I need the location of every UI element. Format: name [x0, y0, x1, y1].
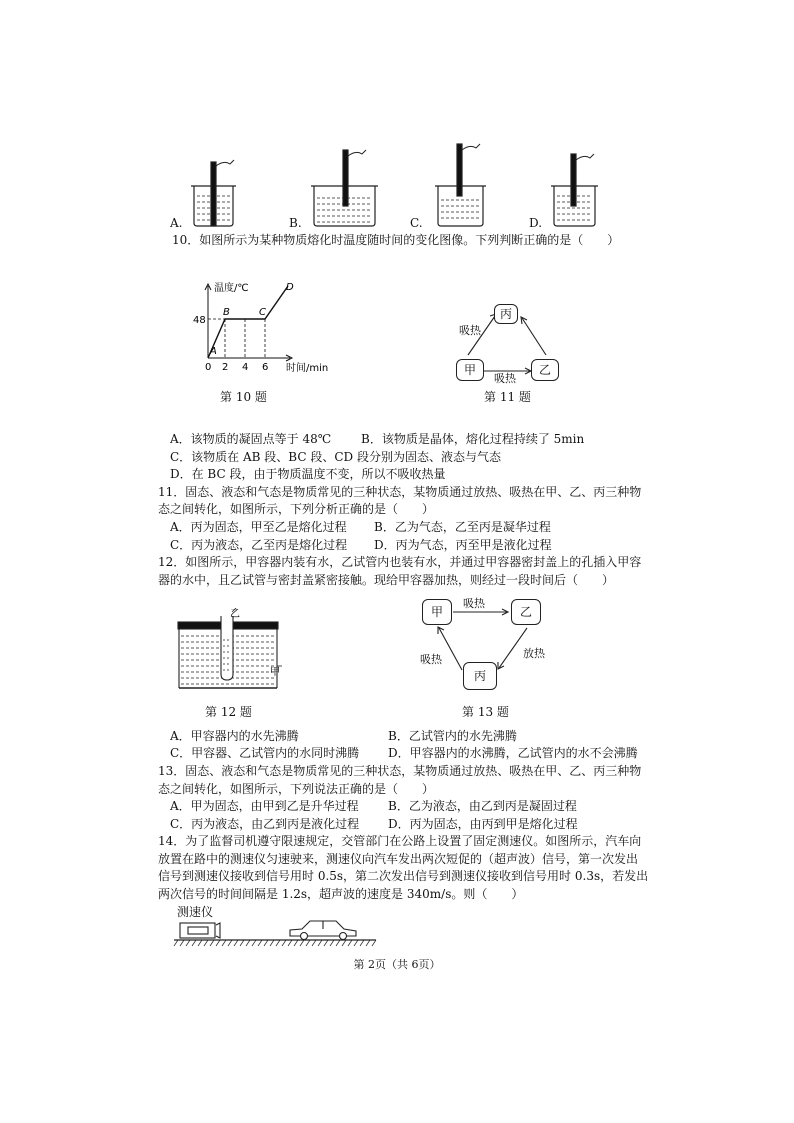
- q14-line3: 信号到测速仪接收到信号用时 0.5s，第二次发出信号到测速仪接收到信号用时 0.3s，若发出: [158, 869, 649, 883]
- speed-meter-device: [180, 923, 215, 938]
- q10-option-b: B．该物质是晶体，熔化过程持续了 5min: [361, 432, 585, 446]
- melting-curve: [208, 286, 288, 358]
- beaker-c: [435, 144, 486, 226]
- edge-label-right: 放热: [523, 647, 545, 660]
- q11-option-d: D．丙为气态，丙至甲是液化过程: [374, 538, 552, 552]
- edge-label-left: 吸热: [420, 653, 442, 666]
- q11-option-a: A．丙为固态，甲至乙是熔化过程: [170, 520, 347, 534]
- q12-option-c: C．甲容器、乙试管内的水同时沸腾: [170, 746, 360, 760]
- edge-label-bottom: 吸热: [494, 372, 516, 385]
- q14-line4: 两次信号的时间间隔是 1.2s，超声波的速度是 340m/s。则（ ）: [158, 887, 524, 901]
- edge-label-left: 吸热: [459, 324, 481, 337]
- beaker-b: [311, 150, 378, 226]
- beaker-a: [191, 160, 236, 226]
- q10-option-d: D．在 BC 段，由于物质温度不变，所以不吸收热量: [170, 467, 446, 481]
- q11-stem-line1: 11．固态、液态和气态是物质常见的三种状态，某物质通过放热、吸热在甲、乙、丙三种物: [158, 485, 642, 499]
- q12-option-a: A．甲容器内的水先沸腾: [170, 729, 299, 743]
- q14-road-figure: [170, 918, 380, 950]
- page-footer: 第 2页（共 6页）: [353, 958, 441, 971]
- x-tick-0: 0: [205, 362, 212, 373]
- point-d-label: D: [286, 282, 294, 293]
- q10-caption: 第 10 题: [220, 390, 267, 404]
- state-box-jia: 甲: [422, 599, 452, 625]
- q9-option-a: A.: [170, 216, 183, 230]
- q9-option-b: B.: [289, 216, 302, 230]
- arrow-yi-to-bing: [522, 318, 546, 355]
- x-tick-4: 4: [242, 362, 249, 373]
- q11-option-b: B．乙为气态，乙至丙是凝华过程: [374, 520, 551, 534]
- q11-option-c: C．丙为液态，乙至丙是熔化过程: [170, 538, 348, 552]
- tube-label: 乙: [230, 609, 240, 620]
- q9-option-d: D.: [529, 216, 543, 230]
- q12-container-figure: [170, 608, 290, 693]
- state-box-yi: 乙: [531, 359, 559, 381]
- container-label: 甲: [270, 667, 280, 678]
- point-c-label: C: [259, 307, 266, 318]
- test-tube: [221, 616, 233, 680]
- q12-stem-line2: 器的水中，且乙试管与密封盖紧密接触。现给甲容器加热，则经过一段时间后（ ）: [158, 573, 615, 587]
- q9-option-c: C.: [410, 216, 423, 230]
- q12-caption: 第 12 题: [205, 705, 252, 719]
- y-tick-48: 48: [193, 315, 206, 326]
- state-box-bing: 丙: [463, 662, 497, 690]
- q13-stem-line2: 态之间转化，如图所示，下列说法正确的是（ ）: [158, 782, 435, 796]
- q13-option-c: C．丙为液态，由乙到丙是液化过程: [170, 817, 360, 831]
- x-tick-6: 6: [262, 362, 269, 373]
- q12-option-b: B．乙试管内的水先沸腾: [388, 729, 517, 743]
- x-tick-2: 2: [222, 362, 229, 373]
- q14-line1: 14．为了监督司机遵守限速规定，交管部门在公路上设置了固定测速仪。如图所示，汽车向: [158, 834, 642, 848]
- edge-label-top: 吸热: [463, 597, 485, 610]
- q12-stem-line1: 12．如图所示，甲容器内装有水，乙试管内也装有水，并通过甲容器密封盖上的孔插入甲容: [158, 555, 642, 569]
- q10-temperature-graph: [190, 278, 340, 378]
- q11-caption: 第 11 题: [484, 390, 531, 404]
- state-box-yi: 乙: [511, 599, 541, 625]
- q13-option-b: B．乙为液态，由乙到丙是凝固过程: [388, 799, 577, 813]
- q11-stem-line2: 态之间转化，如图所示，下列分析正确的是（ ）: [158, 502, 435, 516]
- q10-option-a: A．该物质的凝固点等于 48℃: [170, 432, 332, 446]
- y-axis-label: 温度/℃: [214, 283, 249, 294]
- q13-option-a: A．甲为固态，由甲到乙是升华过程: [170, 799, 359, 813]
- q10-stem: 10．如图所示为某种物质熔化时温度随时间的变化图像。下列判断正确的是（ ）: [172, 233, 620, 247]
- arrow-bing-to-jia: [439, 628, 462, 670]
- point-b-label: B: [223, 307, 230, 318]
- q14-line2: 放置在路中的测速仪匀速驶来，测速仪向汽车发出两次短促的（超声波）信号，第一次发出: [158, 852, 639, 866]
- q12-option-d: D．甲容器内的水沸腾，乙试管内的水不会沸腾: [388, 746, 638, 760]
- q13-stem-line1: 13．固态、液态和气态是物质常见的三种状态，某物质通过放热、吸热在甲、乙、丙三种物: [158, 764, 642, 778]
- speed-meter-label: 测速仪: [177, 905, 214, 919]
- q13-option-d: D．丙为固态，由丙到甲是熔化过程: [388, 817, 578, 831]
- beaker-d: [551, 154, 598, 226]
- state-box-bing: 丙: [494, 304, 518, 324]
- point-a-label: A: [210, 346, 217, 357]
- q13-caption: 第 13 题: [462, 705, 509, 719]
- x-axis-label: 时间/min: [286, 363, 329, 374]
- state-box-jia: 甲: [456, 359, 484, 381]
- q10-option-c: C．该物质在 AB 段、BC 段、CD 段分别为固态、液态与气态: [170, 450, 501, 464]
